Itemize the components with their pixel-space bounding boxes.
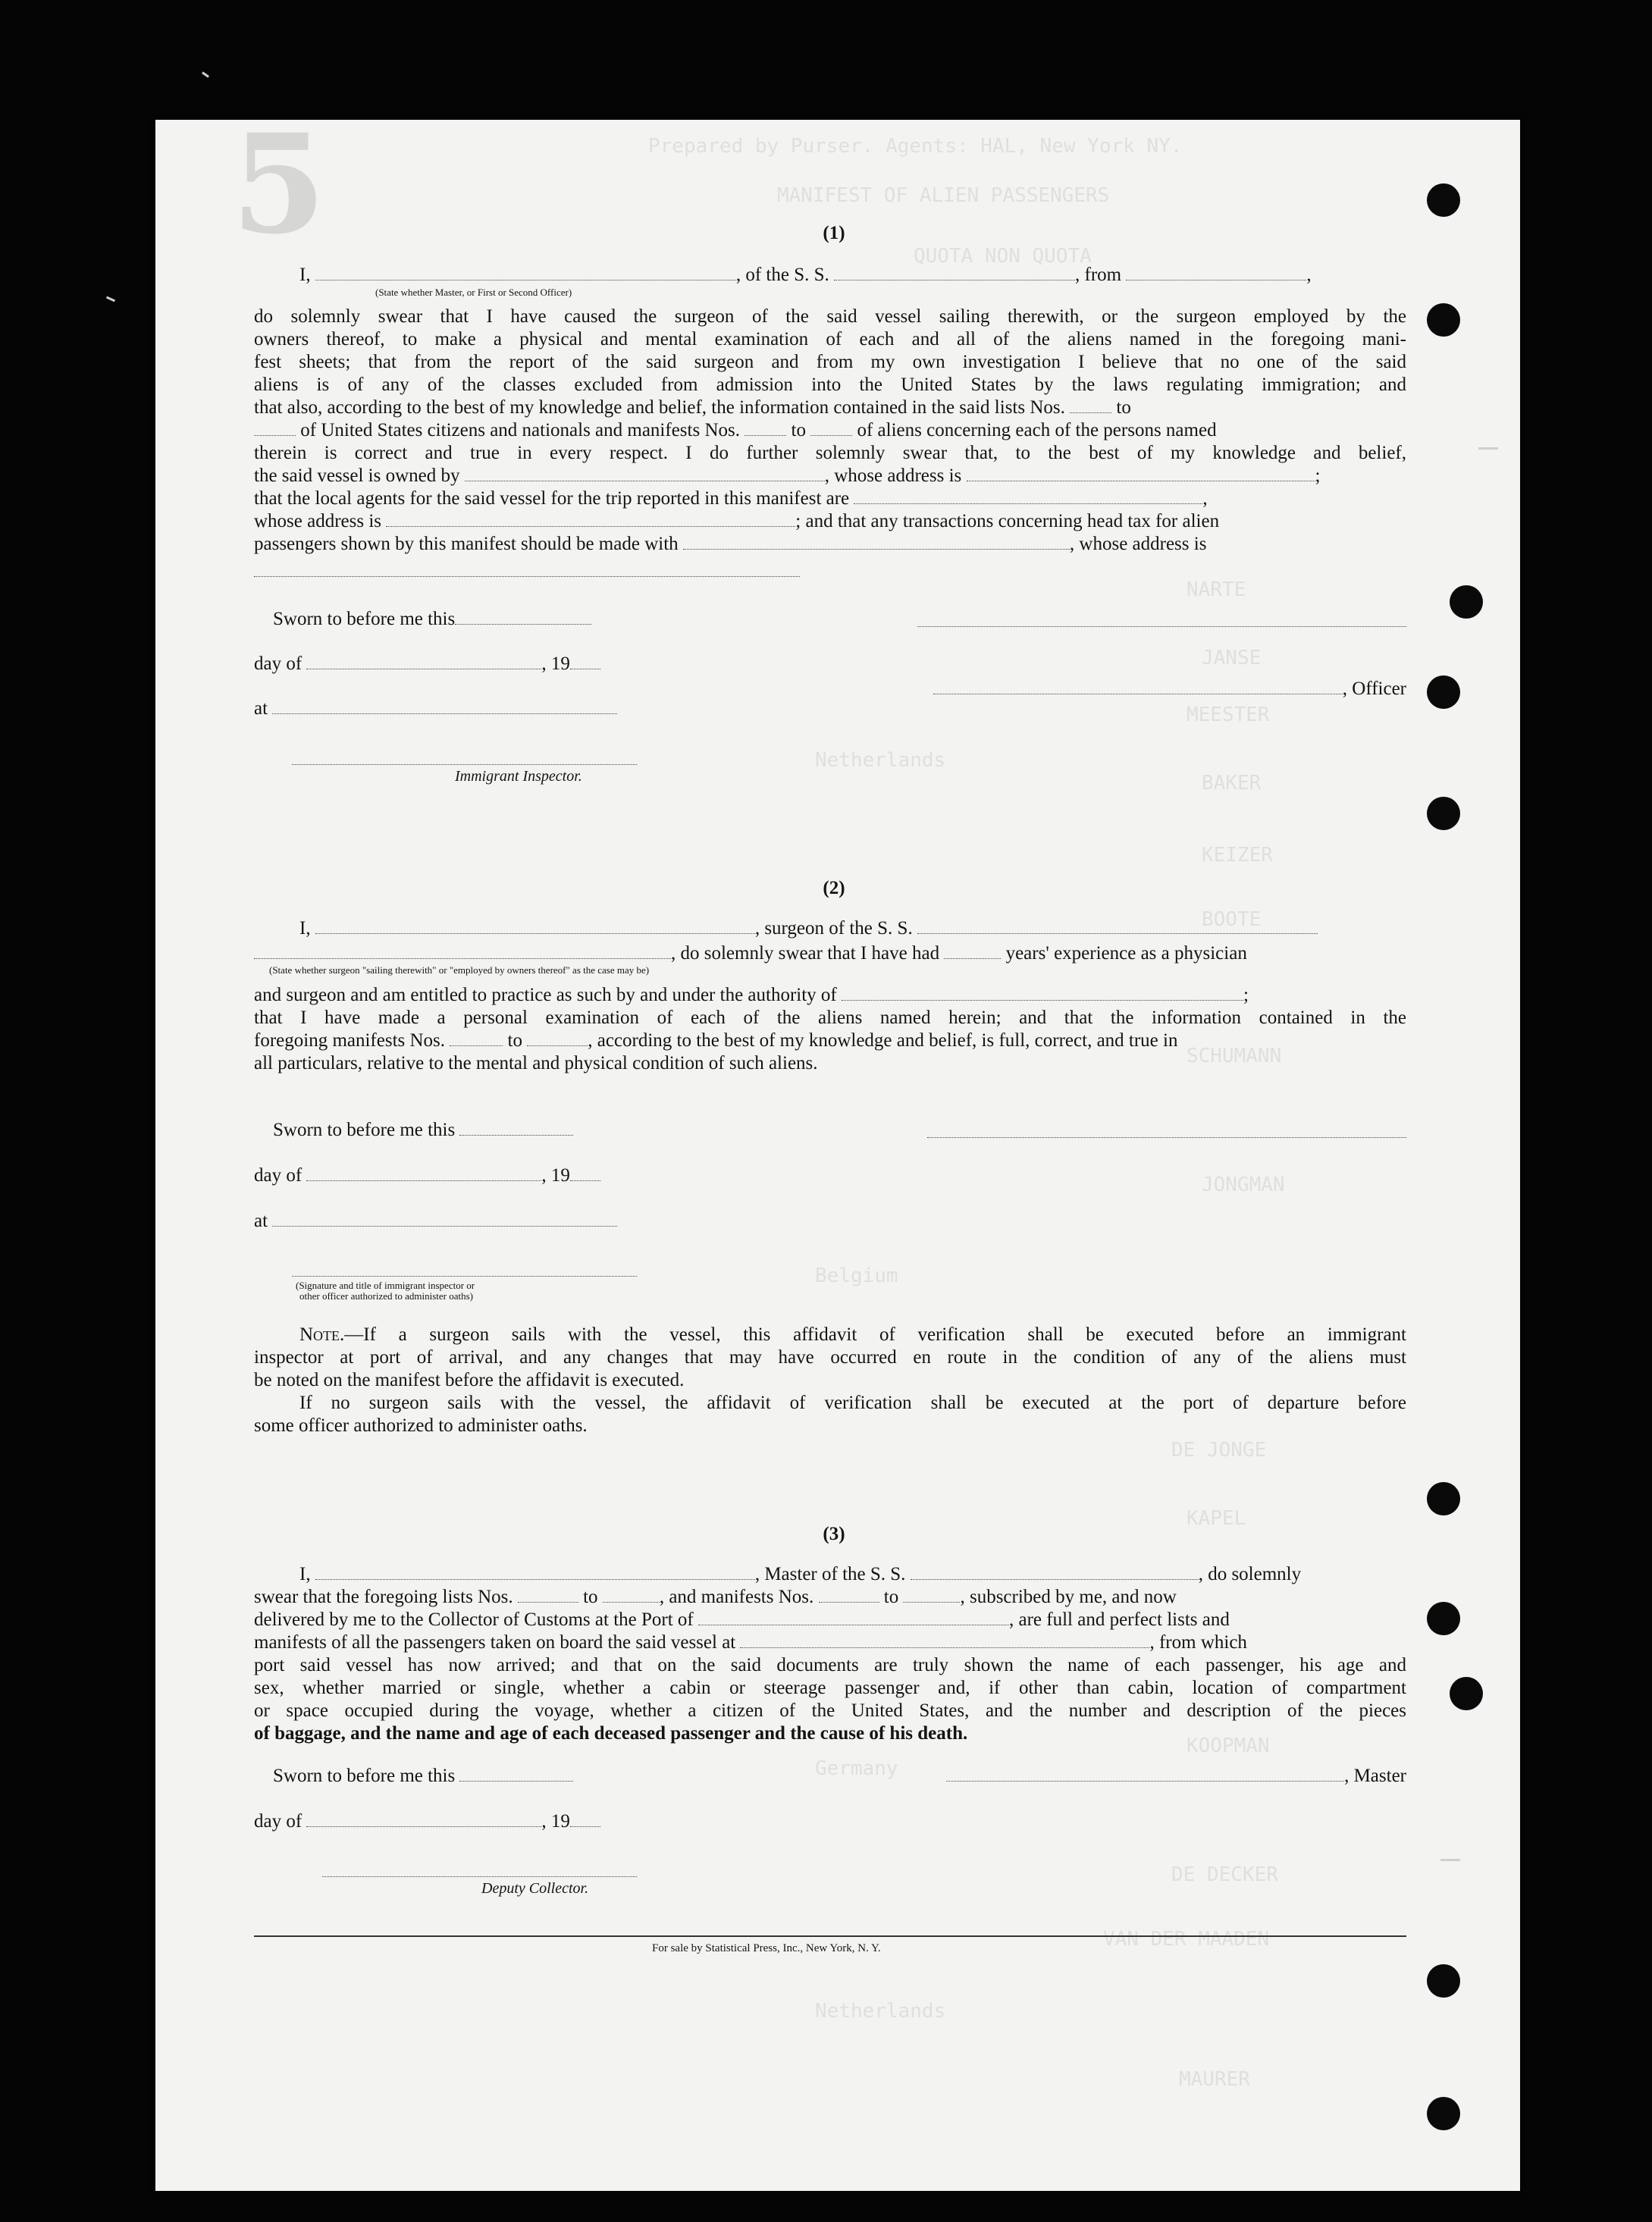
ghost-nationality: Germany [815, 1757, 898, 1780]
surgeon-status-hint: (State whether surgeon "sailing therewith" or "employed by owners thereof" as the case may be) [269, 964, 650, 976]
manifest-to-blank [810, 420, 852, 436]
port-blank [698, 1609, 1009, 1625]
ghost-name: DE JONGE [1171, 1439, 1267, 1462]
head-tax-party-blank [683, 534, 1070, 550]
note-line-3: be noted on the manifest before the affidavit is executed. [254, 1370, 685, 1390]
owner-blank [465, 465, 825, 481]
vessel-name-blank [834, 265, 1075, 280]
text: , Master [1344, 1766, 1406, 1786]
surgeon-status-blank [254, 943, 671, 959]
ghost-name: BAKER [1202, 772, 1262, 794]
text: I, [299, 1564, 311, 1584]
note-line-1 [254, 1324, 1406, 1346]
text: , and manifests Nos. [659, 1587, 814, 1607]
ghost-name: JONGMAN [1202, 1174, 1285, 1196]
scan-mark [1478, 447, 1498, 450]
text: , surgeon of the S. S. [754, 918, 913, 939]
list-from-blank [1070, 397, 1111, 413]
punch-hole [1450, 1677, 1483, 1710]
officer-signature-blank-top [917, 625, 1406, 627]
punch-hole [1427, 183, 1460, 217]
vessel-name-blank [911, 1564, 1199, 1580]
ghost-name: NARTE [1186, 578, 1246, 601]
ghost-nationality: Netherlands [815, 749, 946, 772]
authority-blank [842, 985, 1243, 1001]
at-line-2 [254, 1210, 617, 1233]
text: , according to the best of my knowledge and belief, is full, correct, and true in [588, 1030, 1178, 1051]
text: to [583, 1587, 598, 1607]
day-of-line-3 [254, 1810, 600, 1833]
owner-address-blank [967, 465, 1315, 481]
deputy-collector-label: Deputy Collector. [481, 1880, 589, 1897]
text: and surgeon and am entitled to practice as such by and under the authority of [254, 985, 837, 1005]
punch-hole [1427, 2097, 1460, 2130]
affidavit1-line3: owners thereof, to make a physical and mental examination of each and all of the aliens named in the foregoing mani- [254, 329, 1406, 349]
affidavit1-line6 [254, 396, 1131, 419]
list-to-blank [603, 1587, 660, 1603]
text: , whose address is [824, 465, 962, 486]
text: to [791, 420, 806, 440]
officer-signature-blank [933, 679, 1343, 694]
sworn-line-1 [273, 608, 591, 631]
affidavit1-line11 [254, 510, 1406, 533]
officer-rank-hint: (State whether Master, or First or Second Officer) [375, 287, 572, 298]
punch-hole [1450, 585, 1483, 619]
ghost-name: BOOTE [1202, 908, 1262, 931]
section-number-2: (2) [823, 878, 845, 898]
affidavit1-line2: do solemnly swear that I have caused the surgeon of the said vessel sailing therewith, or the surgeon employed by the [254, 306, 1406, 327]
text: , do solemnly swear that I have had [671, 943, 940, 964]
place-blank [272, 1211, 617, 1227]
ghost-nationality: Netherlands [815, 2000, 946, 2023]
text: , [1306, 265, 1312, 285]
text: , from which [1149, 1632, 1247, 1653]
note-line-5: some officer authorized to administer oaths. [254, 1415, 588, 1436]
ghost-name: KOOPMAN [1186, 1735, 1270, 1757]
ghost-stamp-number: 5 [231, 105, 327, 265]
text: passengers shown by this manifest should be made with [254, 534, 679, 554]
text: swear that the foregoing lists Nos. [254, 1587, 513, 1607]
text: of United States citizens and nationals and manifests Nos. [300, 420, 740, 440]
ghost-name: JANSE [1202, 647, 1262, 669]
vessel-name-blank [917, 918, 1318, 934]
master-signature-blank [946, 1766, 1344, 1782]
text: to [883, 1587, 899, 1607]
section-number-3: (3) [823, 1524, 845, 1544]
ghost-text: QUOTA NON QUOTA [914, 245, 1092, 268]
text: , 19 [541, 1811, 570, 1832]
sworn-line-2 [273, 1119, 573, 1142]
text: day of [254, 653, 303, 674]
scan-mark [202, 71, 209, 77]
affidavit2-line1 [299, 917, 1406, 940]
affidavit1-line12 [254, 533, 1406, 556]
master-name-blank [315, 1564, 755, 1580]
manifest-from-blank [744, 420, 786, 436]
affidavit1-line5: aliens is of any of the classes excluded from admission into the United States by the laws regulating immigration; and [254, 375, 1406, 395]
footer-rule [254, 1935, 1406, 1937]
text: ; [1243, 985, 1249, 1005]
affidavit2-line3 [254, 984, 1406, 1007]
ghost-name: MAURER [1179, 2068, 1250, 2091]
scan-mark [106, 296, 115, 302]
note-line-2: inspector at port of arrival, and any changes that may have occurred en route in the condition of any of the aliens must [254, 1347, 1406, 1368]
punch-hole [1427, 1602, 1460, 1635]
affidavit2-line2 [254, 942, 1406, 965]
ghost-name: KEIZER [1202, 844, 1273, 867]
master-line [921, 1765, 1406, 1788]
scan-mark [1440, 1859, 1460, 1861]
text: ; and that any transactions concerning head tax for alien [795, 511, 1220, 531]
text: , of the S. S. [735, 265, 829, 285]
ghost-text: MANIFEST OF ALIEN PASSENGERS [777, 184, 1110, 207]
affidavit1-line4: fest sheets; that from the report of the said surgeon and from my own investigation I believe that no one of the said [254, 352, 1406, 372]
affidavit1-line8: therein is correct and true in every respect. I do further solemnly swear that, to the best of my knowledge and belief, [254, 443, 1406, 463]
collector-signature-blank [322, 1875, 637, 1877]
month-blank [306, 1165, 541, 1181]
text: foregoing manifests Nos. [254, 1030, 446, 1051]
sworn-date-blank [459, 1766, 573, 1782]
at-line-1 [254, 697, 617, 720]
text: , [1202, 488, 1208, 509]
day-of-line-2 [254, 1164, 600, 1187]
port-from-blank [1126, 265, 1306, 280]
affidavit3-line2 [254, 1586, 1406, 1609]
year-blank [570, 653, 600, 669]
manifest-from-blank [819, 1587, 879, 1603]
text: , subscribed by me, and now [960, 1587, 1177, 1607]
ghost-name: VAN DER MAADEN [1103, 1928, 1270, 1951]
sworn-date-blank [455, 609, 591, 625]
text: day of [254, 1811, 303, 1832]
text: , 19 [541, 1165, 570, 1186]
manifest-from-blank [450, 1030, 503, 1046]
agents-address-blank [386, 511, 795, 527]
affidavit1-line10 [254, 487, 1406, 510]
affidavit3-line3 [254, 1609, 1406, 1631]
note-line-4: If no surgeon sails with the vessel, the affidavit of verification shall be executed at the port of departure before [299, 1393, 1406, 1413]
affidavit3-line4 [254, 1631, 1406, 1654]
local-agents-blank [854, 488, 1202, 504]
ghost-name: MEESTER [1186, 704, 1270, 726]
sworn-line-3 [273, 1765, 573, 1788]
text: the said vessel is owned by [254, 465, 460, 486]
text: that the local agents for the said vessel for the trip reported in this manifest are [254, 488, 850, 509]
text: to [507, 1030, 522, 1051]
text: Sworn to before me this [273, 609, 456, 629]
surgeon-signature-blank [927, 1136, 1406, 1138]
text: , Officer [1342, 679, 1406, 699]
printer-imprint: For sale by Statistical Press, Inc., New York, N. Y. [652, 1942, 881, 1954]
text: that also, according to the best of my knowledge and belief, the information contained in the said lists Nos. [254, 397, 1065, 418]
text: , whose address is [1069, 534, 1207, 554]
punch-hole [1427, 675, 1460, 709]
text: to [1116, 397, 1131, 418]
text: —If a surgeon sails with the vessel, this affidavit of verification shall be executed before an immigrant [344, 1324, 1406, 1345]
surgeon-name-blank [315, 918, 755, 934]
section-number-1: (1) [823, 223, 845, 243]
affidavit3-line5: port said vessel has now arrived; and that on the said documents are truly shown the name of each passenger, his age and [254, 1655, 1406, 1675]
month-blank [306, 653, 541, 669]
text: day of [254, 1165, 303, 1186]
text: Sworn to before me this [273, 1120, 456, 1140]
officer-rank-blank [315, 265, 736, 280]
years-experience-blank [944, 943, 1001, 959]
inspector-signature-blank [292, 763, 637, 765]
day-of-line-1 [254, 653, 600, 675]
text: at [254, 698, 268, 719]
punch-hole [1427, 1482, 1460, 1515]
affidavit1-line7 [254, 419, 1217, 442]
sworn-date-blank [459, 1120, 573, 1136]
manifest-to-blank [903, 1587, 960, 1603]
affidavit2-line6: all particulars, relative to the mental and physical condition of such aliens. [254, 1053, 818, 1073]
affidavit2-line4: that I have made a personal examination of each of the aliens named herein; and that the information contained in the [254, 1008, 1406, 1028]
text: I, [299, 918, 311, 939]
text: , 19 [541, 653, 570, 674]
affidavit3-line6: sex, whether married or single, whether a cabin or steerage passenger and, if other than cabin, location of compartment [254, 1678, 1406, 1698]
address-blank [254, 575, 800, 577]
text: years' experience as a physician [1005, 943, 1247, 964]
text: delivered by me to the Collector of Customs at the Port of [254, 1609, 694, 1630]
text: , are full and perfect lists and [1009, 1609, 1230, 1630]
affidavit3-line7: or space occupied during the voyage, whether a citizen of the United States, and the number and description of the pieces [254, 1700, 1406, 1721]
place-blank [272, 698, 617, 714]
list-from-blank [518, 1587, 578, 1603]
text: whose address is [254, 511, 382, 531]
manifest-affidavit-page [155, 105, 1520, 2191]
officer-line [917, 678, 1406, 700]
text: Sworn to before me this [273, 1766, 456, 1786]
signature-title-hint-1: (Signature and title of immigrant inspector or [296, 1280, 475, 1291]
text: at [254, 1211, 268, 1231]
ghost-name: KAPEL [1186, 1507, 1246, 1530]
ghost-nationality: Belgium [815, 1265, 898, 1287]
ghost-name: DE DECKER [1171, 1863, 1278, 1886]
punch-hole [1427, 1964, 1460, 1998]
officer-signature-blank [292, 1274, 637, 1277]
port-of-embarkation-blank [740, 1632, 1149, 1648]
punch-hole [1427, 797, 1460, 830]
signature-title-hint-2: other officer authorized to administer oaths) [299, 1290, 473, 1302]
manifest-to-blank [527, 1030, 588, 1046]
affidavit1-line1 [299, 264, 1406, 287]
month-blank [306, 1811, 541, 1827]
affidavit3-line8: of baggage, and the name and age of each deceased passenger and the cause of his death. [254, 1723, 968, 1744]
text: , from [1075, 265, 1122, 285]
affidavit1-line9 [254, 465, 1406, 487]
note-label: Note. [299, 1324, 345, 1345]
ghost-name: SCHUMANN [1186, 1045, 1282, 1067]
year-blank [570, 1811, 600, 1827]
punch-hole [1427, 303, 1460, 337]
text: , Master of the S. S. [754, 1564, 906, 1584]
affidavit3-line1 [299, 1563, 1406, 1586]
affidavit2-line5 [254, 1030, 1406, 1052]
immigrant-inspector-label: Immigrant Inspector. [455, 768, 582, 785]
list-to-blank [254, 420, 296, 436]
text: , do solemnly [1198, 1564, 1302, 1584]
text: manifests of all the passengers taken on board the said vessel at [254, 1632, 736, 1653]
year-blank [570, 1165, 600, 1181]
text: I, [299, 265, 311, 285]
text: ; [1315, 465, 1321, 486]
text: of aliens concerning each of the persons named [857, 420, 1217, 440]
ghost-text: Prepared by Purser. Agents: HAL, New York NY. [648, 135, 1183, 158]
